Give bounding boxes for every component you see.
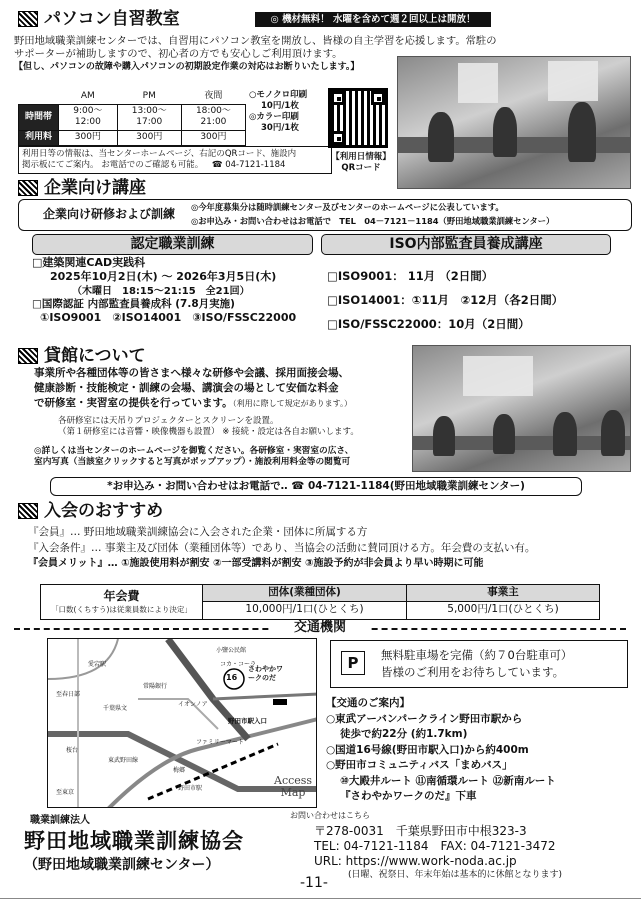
footer-org-name: 野田地域職業訓練協会 [24,829,244,853]
guide-line3b: ⑩大殿井ルート ⑪南循環ルート ⑫新南ルート [340,774,556,787]
map-aeon: イオンノア [178,701,208,708]
map-bank: 常陽銀行 [143,683,168,690]
col-pm: PM [142,91,156,101]
qr-label1: 【利用日情報】 [331,152,391,162]
map-route16: 16 [226,673,238,682]
footer-url[interactable]: URL: https://www.work-noda.ac.jp [314,854,517,868]
iso-title: ISO内部監査員養成講座 [321,234,611,255]
corp-subtitle: 企業向け研修および訓練 [43,207,176,221]
fee-val1: 10,000円/1口(ひとくち) [203,601,407,619]
map-map-word: Map [280,786,306,799]
cert-body [32,256,313,326]
hatch-icon [18,180,38,196]
footer-tel-fax: TEL: 04-7121-1184 FAX: 04-7121-3472 [314,839,556,853]
map-kita: 梅郷 [173,767,186,774]
rental-body3: で研修室・実習室の提供を行っています。 [34,397,233,409]
footer-corp-type: 職業訓練法人 [30,815,90,826]
rental-detail [34,446,414,469]
pc-section-title [18,8,180,30]
qr-caption [328,152,394,174]
map-pref-office: 千葉県文 [103,705,128,712]
membership-line1: 『会員』… 野田地域職業訓練協会に入会された企業・団体に所属する方 [28,526,368,538]
row-fee-label: 利用料 [19,131,59,146]
membership-body [28,524,632,572]
cert-item2-sub: ①ISO9001 ②ISO14001 ③ISO/FSSC22000 [40,311,297,325]
fee-val2: 5,000円/1口(ひとくち) [407,601,600,619]
pc-intro-line1: 野田地域職業訓練センターでは、自習用にパソコン教室を開放し、皆様の自主学習を応援します。常駐の [14,35,497,47]
cert-item2: □国際認証 内部監査員養成科 (7.8月実施) [32,297,235,310]
map-seven: 桜台 [66,747,79,754]
cert-item1-time: （木曜日 18:15～21:15 全21回） [72,285,250,297]
map-family: ファミリーマート [196,739,244,746]
rental-contact: *お申込み・お問い合わせはお電話で‥ ☎ 04-7121-1184(野田地域職業訓練センター) [50,477,582,496]
qr-code[interactable] [328,88,388,148]
membership-section-title [18,500,163,522]
footer-org-sub: （野田地域職業訓練センター） [24,857,220,873]
fee-col1: 団体(業種団体) [203,585,407,602]
membership-line2: 『入会条件』… 事業主及び団体（業種団体等）であり、当協会の活動に賛同頂ける方。年会費の支払い有。 [28,542,536,554]
hatch-icon [18,11,38,27]
map-ichikawa: 至東京 [56,789,75,796]
guide-line2: ○国道16号線(野田市駅入口)から約400m [326,743,529,756]
rental-section-title [18,345,146,367]
membership-fee-table [40,584,600,620]
map-pref: 至春日部 [56,691,81,698]
parking-text [381,647,572,681]
map-center: さわやかワークのだ [248,665,283,682]
rental-body3-note: （利用に際して規定があります。） [232,399,353,408]
map-access-label [274,775,312,799]
membership-line3: 『会員メリット』… ①施設使用料が割安 ②一部受講料が割安 ③施設予約が非会員より早い時期に可能 [28,558,484,569]
print-mono-price: 10円/1枚 [261,101,299,112]
pc-intro-line2: サポーターが補助しますので、初心者の方でも安心しご利用頂けます。 [14,48,343,61]
corp-box [18,199,632,231]
row-time-label: 時間帯 [19,104,59,130]
cell-am-fee: 300円 [59,131,118,146]
cell-night-fee: 300円 [181,131,245,146]
fee-note: 「口数(くちすう)は従業員数により決定」 [51,604,192,614]
corp-section-title [18,177,146,199]
guide-line1: ○東武アーバンパークライン野田市駅から [326,712,523,725]
cell-night-time: 18:00～21:00 [181,104,245,130]
pc-note: 【但し、パソコンの故障や購入パソコンの初期設定作業の対応はお断りいたします。】 [14,61,360,72]
pc-info-line1: 利用日等の情報は、当センターホームページ、右記のQRコード、施設内 [22,149,297,159]
footer-contact-label: お問い合わせはこちら [290,811,370,820]
fee-label: 年会費 [103,589,140,604]
footer-postal: 〒278-0031 千葉県野田市中根323-3 [314,824,527,838]
pc-title: パソコン自習教室 [44,9,180,29]
parking-line1: 無料駐車場を完備（約７0台駐車可） [381,648,573,662]
map-conv: コカ・コーラ [220,661,257,668]
footer-address [314,824,634,869]
pc-info-tel: ☎ 04-7121-1184 [211,160,286,171]
hatch-icon [18,503,38,519]
map-east: 東武野田線 [108,757,139,764]
corp-note1: ◎今年度募集分は随時訓練センター及びセンターのホームページに公表しています。 [191,202,504,212]
map-access-word: Access [274,774,313,787]
print-prices [249,90,327,134]
rental-body5: （第１研修室には音響・映像機器も設置） [58,427,220,438]
footer-page-number: -11- [300,875,328,891]
print-mono-label: ○モノクロ印刷 [249,90,308,100]
col-night: 夜間 [204,91,223,101]
cell-am-time: 9:00～12:00 [59,104,118,130]
rental-body4: 各研修室には天吊りプロジェクターとスクリーンを設置。 [58,416,279,426]
iso-body [327,264,627,336]
pc-classroom-photo [397,56,631,189]
col-am: AM [80,91,95,101]
rental-title: 貸館について [44,346,146,366]
rental-body [34,366,414,411]
pc-info-line2: 掲示板にてご案内。 お電話でのご確認も可能。 [22,160,204,171]
cell-pm-fee: 300円 [117,131,181,146]
corp-note2: ◎お申込み・お問い合わせはお電話で TEL 04－7121－1184（野田地域職業訓練センター） [191,216,555,226]
parking-line2: 皆様のご利用をお待ちしています。 [381,665,565,679]
map-south: 野田市駅 [178,785,203,792]
bottom-rule [0,898,641,899]
guide-line3c: 『さわやかワークのだ』下車 [340,790,477,802]
qr-label2: QRコード [341,163,381,174]
pc-fee-table [18,90,246,146]
access-guide [326,696,634,805]
rental-equipment [58,416,414,438]
cert-title: 認定職業訓練 [32,234,313,255]
parking-icon: P [341,651,365,675]
pc-info-box [18,146,332,174]
hatch-icon [18,348,38,364]
access-title: 交通機関 [270,620,370,637]
parking-box [330,640,628,688]
guide-line3: ○野田市コミュニティバス「まめバス」 [326,759,513,771]
fee-label-cell [41,585,203,620]
cert-item1: □建築関連CAD実践科 [32,256,146,269]
iso-item2: □ISO14001：①11月 ②12月（各2日間） [327,293,564,307]
rental-body5-note: ※ 接続・設定は各自お願いします。 [222,427,359,438]
guide-title: 【交通のご案内】 [326,697,410,709]
iso-item1: □ISO9001： 11月 （2日間） [327,269,494,283]
membership-title: 入会のおすすめ [44,501,164,521]
pc-badge: ◎ 機材無料！ 水曜を含めて週２回以上は開放！ [255,12,491,27]
map-station: 野田市駅入口 [228,717,267,725]
fee-col2: 事業主 [407,585,600,602]
print-color-label: ◎カラー印刷 [249,112,299,123]
map-middle: 小鹽公民館 [216,647,247,654]
cert-item1-date: 2025年10月2日(木) ～ 2026年3月5日(木) [50,270,277,284]
iso-item3: □ISO/FSSC22000：10月（2日間） [327,317,530,331]
print-color-price: 30円/1枚 [261,123,299,134]
map-kannon: 愛宕駅 [88,661,107,668]
rental-detail2: 室内写真（当該室クリックすると写真がポップアップ）・施設利用料金等の閲覧可 [34,457,351,468]
rental-detail1: ◎詳しくは当センターのホームページを御覧ください。各研修室・実習室の広さ、 [34,446,354,456]
cell-pm-time: 13:00～17:00 [117,104,181,130]
rental-body2: 健康診断・技能検定・訓練の会場、講演会の場として安価な料金 [34,382,339,394]
rental-body1: 事業所や各種団体等の皆さまへ様々な研修や会議、採用面接会場、 [34,367,349,379]
access-map[interactable] [47,638,317,808]
rental-room-photo [412,345,631,472]
guide-line1b: 徒歩で約22分 (約1.7km) [340,728,468,740]
corp-title: 企業向け講座 [44,178,146,198]
footer-hours: (日曜、祝祭日、年末年始は基本的に休館となります) [348,870,563,880]
